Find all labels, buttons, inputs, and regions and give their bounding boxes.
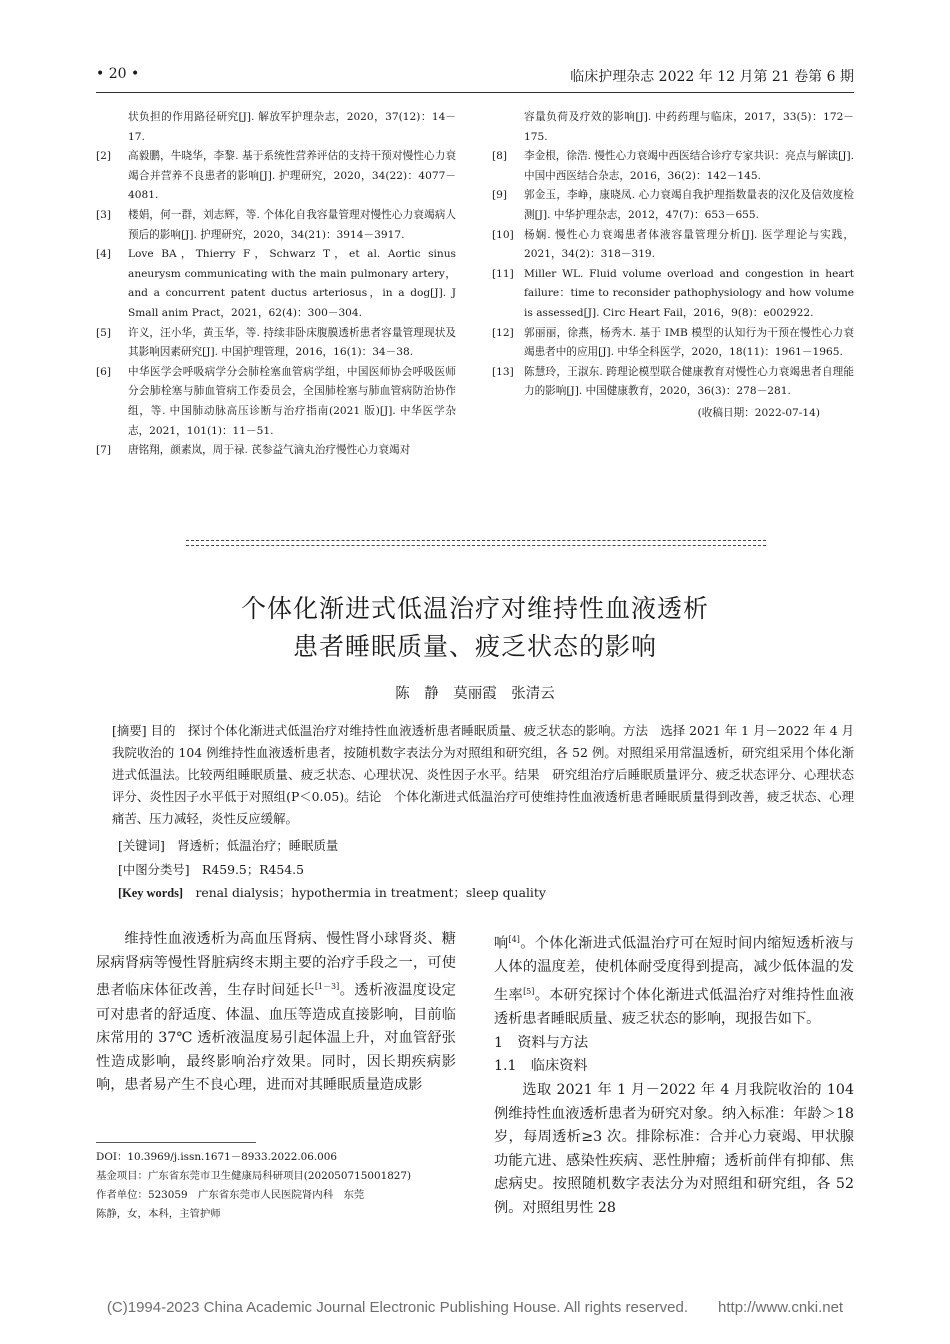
keywords-text: 肾透析；低温治疗；睡眠质量 [177,838,339,853]
reference-item: 容量负荷及疗效的影响[J]. 中药药理与临床，2017，33(5)：172－175. [524,111,854,143]
abstract-text: 目的 探讨个体化渐进式低温治疗对维持性血液透析患者睡眠质量、疲乏状态的影响。方法 选择 2021 年 1 月－2022 年 4 月我院收治的 104 例维持性血液透析患者，按随机数字表法分为对照组和研究组，各 52 例。对照组采用常温透析，研究组采用个体化渐进式低温法。比较两组睡眠质量、疲乏状态、心理状况、炎性因子水平。结果 研究组治疗后睡眠质量评分、疲乏状态评分、心理状态评分、炎性因子水平低于对照组(P＜0.05)。结论 个体化渐进式低温治疗可使维持性血液透析患者睡眠质量得到改善，疲乏状态、心理痛苦、压力减轻，炎性反应缓解。 [112,723,854,826]
body-left-column [96,928,456,1098]
reference-item: [3] 楼娟，何一群，刘志辉，等. 个体化自我容量管理对慢性心力衰竭病人预后的影响[J]. 护理研究，2020，34(21)：3914－3917. [96,208,456,241]
body-paragraph: 响[4]。个体化渐进式低温治疗可在短时间内缩短透析液与人体的温度差，使机体耐受度得到提高，减少低体温的发生率[5]。本研究探讨个体化渐进式低温治疗对维持性血液透析患者睡眠质量、疲乏状态的影响，现报告如下。 [494,935,854,1028]
reference-item: [11] Miller WL. Fluid volume overload and congestion in heart failure：time to reconsider pathophysiology and how volume is assessed[J]. Circ Heart Fail，2016，9(8)：e002922. [492,267,854,319]
keywords-label: [关键词] [118,838,165,853]
classification-label: [中图分类号] [118,862,190,877]
title-line-2: 患者睡眠质量、疲乏状态的影响 [292,632,657,661]
footnotes [96,1148,466,1224]
english-keywords-label: [Key words] [118,886,184,900]
body-paragraph: 选取 2021 年 1 月－2022 年 4 月我院收治的 104 例维持性血液透析患者为研究对象。纳入标准：年龄＞18 岁，每周透析≥3 次。排除标准：合并心力衰竭、甲状腺功能亢进、感染性疾病、恶性肿瘤；透析前伴有抑郁、焦虑病史。按照随机数字表法分为对照组和研究组，各 52 例。对照组男性 28 [494,1082,854,1216]
reference-item: [9] 郭金玉，李峥，康晓凤. 心力衰竭自我护理指数量表的汉化及信效度检测[J]. 中华护理杂志，2012，47(7)：653－655. [492,189,854,221]
article-title [96,590,854,666]
reference-item: [2] 高毅鹏，牛晓华，李黎. 基于系统性营养评估的支持干预对慢性心力衰竭合并营养不良患者的影响[J]. 护理研究，2020，34(22)：4077－4081. [96,150,456,202]
author-info: 陈静，女，本科，主管护师 [96,1208,221,1220]
subsection-heading: 1.1 临床资料 [494,1058,588,1075]
reference-item: [10] 杨娴. 慢性心力衰竭患者体液容量管理分析[J]. 医学理论与实践，2021，34(2)：318－319. [492,228,854,261]
fund: 基金项目：广东省东莞市卫生健康局科研项目(202050715001827) [96,1170,412,1182]
copyright-watermark: (C)1994-2023 China Academic Journal Electronic Publishing House. All rights reserved. http://www.cnki.net [106,1299,844,1316]
body-right-column [494,928,854,1221]
journal-header: 临床护理杂志 2022 年 12 月第 21 卷第 6 期 [570,69,854,85]
classification-text: R459.5；R454.5 [202,862,305,877]
reference-item: [12] 郭丽丽，徐燕，杨秀木. 基于 IMB 模型的认知行为干预在慢性心力衰竭患者中的应用[J]. 中华全科医学，2020，18(11)：1961－1965. [492,326,854,359]
header-rule [96,92,854,93]
page-number: • 20 • [96,66,140,82]
reference-item: [4] Love BA，Thierry F，Schwarz T，et al. Aortic sinus aneurysm communicating with the main pulmonary artery，and a concurrent patent ductus arteriosus，in a dog[J]. J Small anim Pract，2021，62(4)：300－304. [96,248,456,319]
abstract [112,720,854,830]
reference-item: [5] 许义，汪小华，黄玉华，等. 持续非卧床腹膜透析患者容量管理现状及其影响因素研究[J]. 中国护理管理，2016，16(1)：34－38. [96,326,456,359]
english-keywords-text: renal dialysis；hypothermia in treatment；sleep quality [195,885,546,900]
authors: 陈 静 莫丽霞 张清云 [395,686,555,702]
received-date: (收稿日期：2022-07-14) [697,406,820,419]
title-line-1: 个体化渐进式低温治疗对维持性血液透析 [240,594,709,623]
section-heading: 1 资料与方法 [494,1034,589,1051]
body-paragraph: 维持性血液透析为高血压肾病、慢性肾小球肾炎、糖尿病肾病等慢性肾脏病终末期主要的治疗手段之一，可使患者临床体征改善，生存时间延长[1－3]。透析液温度设定可对患者的舒适度、体温、血压等造成直接影响，目前临床常用的 37℃ 透析液温度易引起体温上升，对血管舒张性造成影响，最终影响治疗效果。同时，因长期疾病影响，患者易产生不良心理，进而对其睡眠质量造成影 [96,931,456,1094]
english-keywords [118,883,854,901]
classification [118,860,854,878]
references-left-column [96,108,456,461]
reference-item: [8] 李金根，徐浩. 慢性心力衰竭中西医结合诊疗专家共识：亮点与解读[J]. 中国中西医结合杂志，2016，36(2)：142－145. [492,150,854,182]
reference-item: [13] 陈慧玲，王淑东. 跨理论模型联合健康教育对慢性心力衰竭患者自理能力的影响[J]. 中国健康教育，2020，36(3)：278－281. [492,365,854,398]
author-unit: 作者单位：523059 广东省东莞市人民医院肾内科 东莞 [96,1189,365,1201]
reference-item: [7] 唐铭翔，颜素岚，周于禄. 芪参益气滴丸治疗慢性心力衰竭对 [96,444,411,457]
reference-item: 状负担的作用路径研究[J]. 解放军护理杂志，2020，37(12)：14－17. [128,111,456,143]
footnote-rule [96,1142,256,1143]
abstract-label: [摘要] [112,723,147,738]
article-separator [186,540,766,546]
reference-item: [6] 中华医学会呼吸病学分会肺栓塞血管病学组，中国医师协会呼吸医师分会肺栓塞与肺血管病工作委员会，全国肺栓塞与肺血管病防治协作组，等. 中国肺动脉高压诊断与治疗指南(2021 版)[J]. 中华医学杂志，2021，101(1)：11－51. [96,365,456,437]
references-right-column [492,108,854,424]
keywords [118,836,854,854]
doi: DOI：10.3969/j.issn.1671－8933.2022.06.006 [96,1151,338,1163]
